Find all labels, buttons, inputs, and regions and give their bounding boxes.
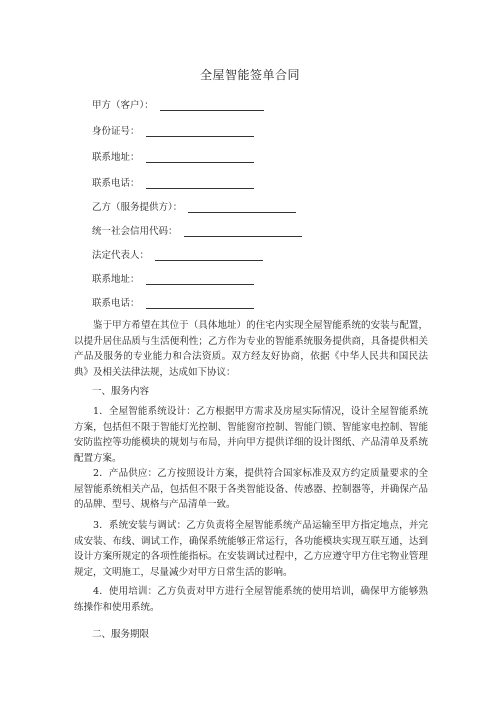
party-a-phone-field xyxy=(92,175,254,189)
party-b-legal-rep-field xyxy=(92,247,263,261)
party-a-id-field xyxy=(92,123,254,137)
service-item-paragraph: 3．系统安装与调试：乙方负责将全屋智能系统产品运输至甲方指定地点，并完成安装、布线、调试工作，确保系统能够正常运行，各功能模块实现互联互通，达到设计方案所规定的各项性能指标。在安装调试过程中，乙方应遵守甲方住宅物业管理规定，文明施工，尽量减少对甲方日常生活的影响。 xyxy=(74,520,428,578)
service-item-paragraph: 2．产品供应：乙方按照设计方案，提供符合国家标准及双方约定质量要求的全屋智能系统相关产品，包括但不限于各类智能设备、传感器、控制器等，并确保产品的品牌、型号、规格与产品清单一致。 xyxy=(74,468,428,510)
fill-line[interactable] xyxy=(184,225,302,237)
fill-line[interactable] xyxy=(146,125,254,137)
fill-line[interactable] xyxy=(146,151,254,163)
fill-line[interactable] xyxy=(160,99,264,111)
field-label: 联系地址： xyxy=(92,274,140,285)
field-label: 统一社会信用代码： xyxy=(92,226,178,237)
page-title: 全屋智能签单合同 xyxy=(199,68,300,82)
party-b-name-field xyxy=(92,199,296,213)
party-b-credit-code-field xyxy=(92,223,302,237)
field-label: 身份证号： xyxy=(92,126,140,137)
field-label: 联系电话： xyxy=(92,298,140,309)
fill-line[interactable] xyxy=(146,177,254,189)
service-item-paragraph: 1．全屋智能系统设计：乙方根据甲方需求及房屋实际情况，设计全屋智能系统方案，包括但不限于智能灯光控制、智能窗帘控制、智能门锁、智能家电控制、智能安防监控等功能模块的规划与布局，并向甲方提供详细的设计图纸、产品清单及系统配置方案。 xyxy=(74,406,428,464)
section-heading: 二、服务期限 xyxy=(92,629,150,640)
preamble-paragraph: 鉴于甲方希望在其位于（具体地址）的住宅内实现全屋智能系统的安装与配置，以提升居住品质与生活便利性；乙方作为专业的智能系统服务提供商，具备提供相关产品及服务的专业能力和合法资质。双方经友好协商，依据《中华人民共和国民法典》及相关法律法规，达成如下协议： xyxy=(74,320,428,378)
party-b-address-field xyxy=(92,271,254,285)
field-label: 联系地址： xyxy=(92,152,140,163)
fill-line[interactable] xyxy=(146,273,254,285)
field-label: 乙方（服务提供方）： xyxy=(92,202,183,213)
field-label: 甲方（客户）： xyxy=(92,100,154,111)
party-a-address-field xyxy=(92,149,254,163)
fill-line[interactable] xyxy=(188,201,296,213)
fill-line[interactable] xyxy=(155,249,263,261)
fill-line[interactable] xyxy=(146,297,254,309)
field-label: 联系电话： xyxy=(92,178,140,189)
field-label: 法定代表人： xyxy=(92,250,150,261)
party-a-name-field xyxy=(92,97,264,111)
party-b-phone-field xyxy=(92,295,254,309)
service-item-paragraph: 4．使用培训：乙方负责对甲方进行全屋智能系统的使用培训，确保甲方能够熟练操作和使用系统。 xyxy=(74,586,428,613)
section-heading: 一、服务内容 xyxy=(92,386,150,397)
